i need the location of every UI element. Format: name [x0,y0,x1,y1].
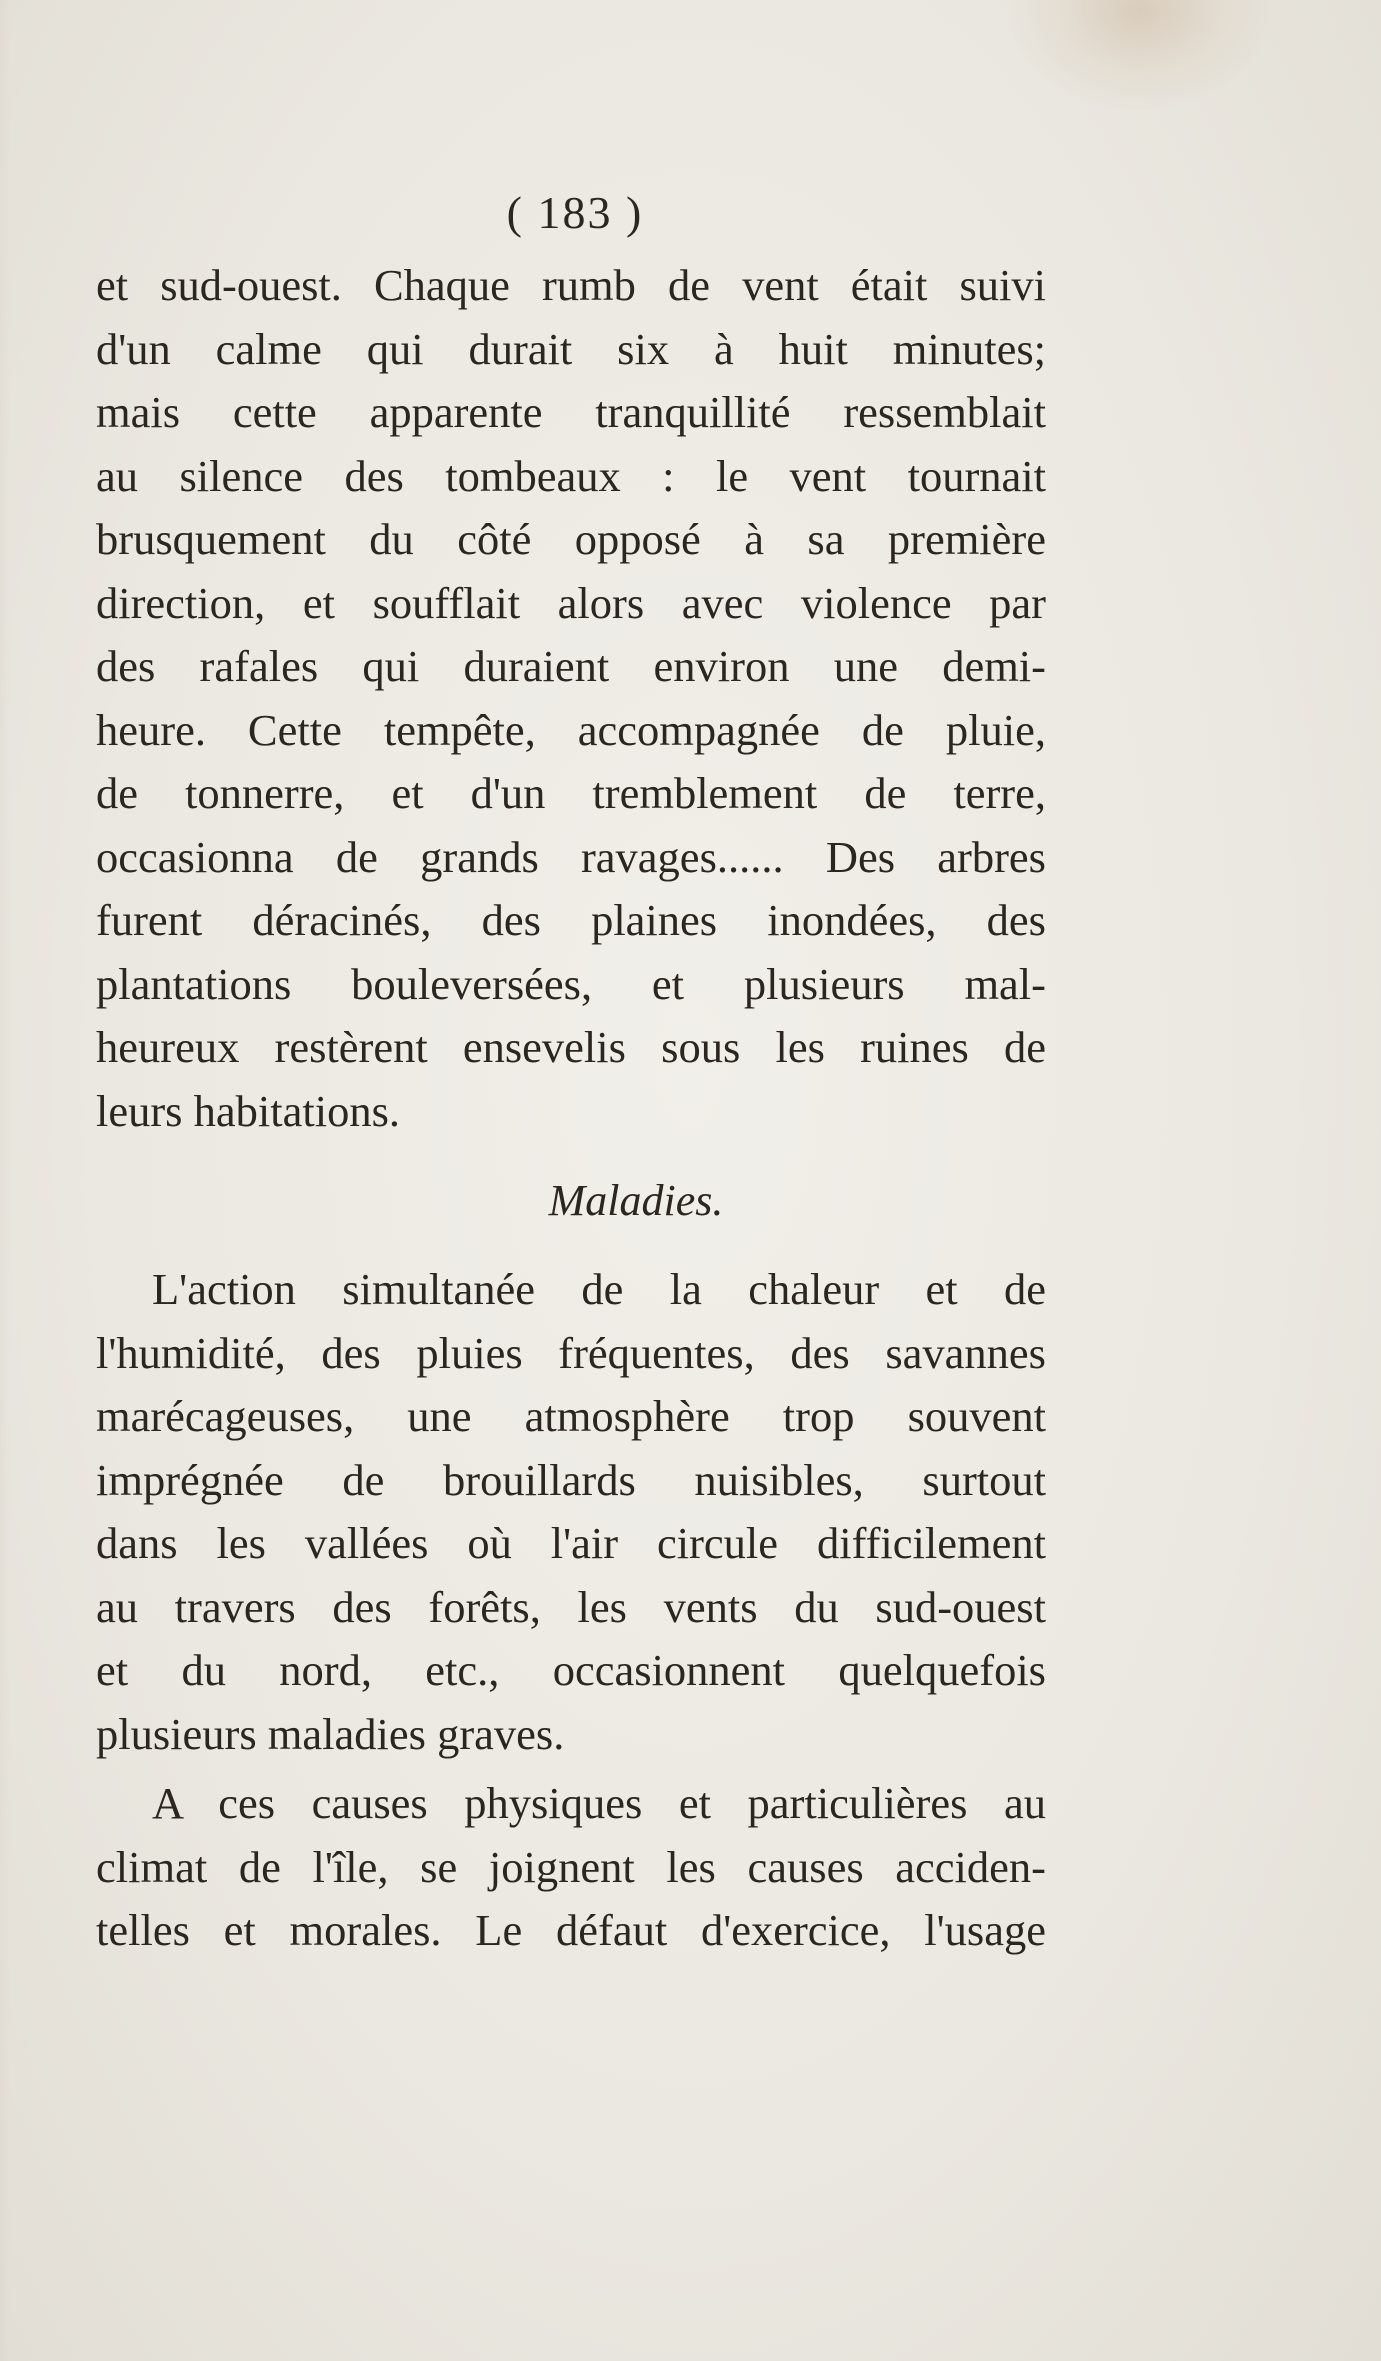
body-text [96,254,1046,1963]
text-line: mais cette apparente tranquillité ressemblait [96,387,1046,437]
text-line: imprégnée de brouillards nuisibles, surtout [96,1454,1046,1505]
text-line: au silence des tombeaux : le vent tournait [96,450,1046,501]
text-line: plantations bouleversées, et plusieurs mal- [96,958,1046,1009]
text-line: brusquement du côté opposé à sa première [96,514,1046,564]
text-line: L'action simultanée de la chaleur et de [152,1264,1046,1314]
page-gutter-shadow [0,0,10,2361]
text-line: furent déracinés, des plaines inondées, des [96,895,1046,945]
text-line: plusieurs maladies graves. [96,1708,565,1759]
text-line: telles et morales. Le défaut d'exercice, l'usage [96,1905,1046,1955]
text-line: leurs habitations. [96,1085,401,1136]
paragraph-1 [96,254,1046,1143]
text-line: marécageuses, une atmosphère trop souvent [96,1391,1046,1441]
text-line: et sud-ouest. Chaque rumb de vent était suivi [96,260,1046,310]
text-line: direction, et soufflait alors avec violence par [96,577,1046,628]
text-line: heureux restèrent ensevelis sous les ruines de [96,1022,1046,1072]
section-heading: Maladies. [548,1176,724,1225]
page-number: ( 183 ) [506,187,644,238]
text-line: A ces causes physiques et particulières au [152,1778,1046,1828]
text-line: l'humidité, des pluies fréquentes, des savannes [96,1327,1046,1378]
text-line: des rafales qui duraient environ une demi- [96,641,1046,691]
text-line: climat de l'île, se joignent les causes acciden- [96,1841,1046,1892]
text-line: occasionna de grands ravages...... Des arbres [96,831,1046,882]
text-line: de tonnerre, et d'un tremblement de terre, [96,768,1046,818]
text-line: dans les vallées où l'air circule difficilement [96,1518,1046,1568]
paragraph-2 [96,1258,1046,1766]
text-line: et du nord, etc., occasionnent quelquefois [96,1645,1046,1695]
text-line: heure. Cette tempête, accompagnée de pluie, [96,704,1046,755]
paragraph-3 [96,1772,1046,1963]
paper-stain [1010,0,1270,110]
text-line: d'un calme qui durait six à huit minutes; [96,323,1046,374]
text-line: au travers des forêts, les vents du sud-ouest [96,1581,1046,1632]
